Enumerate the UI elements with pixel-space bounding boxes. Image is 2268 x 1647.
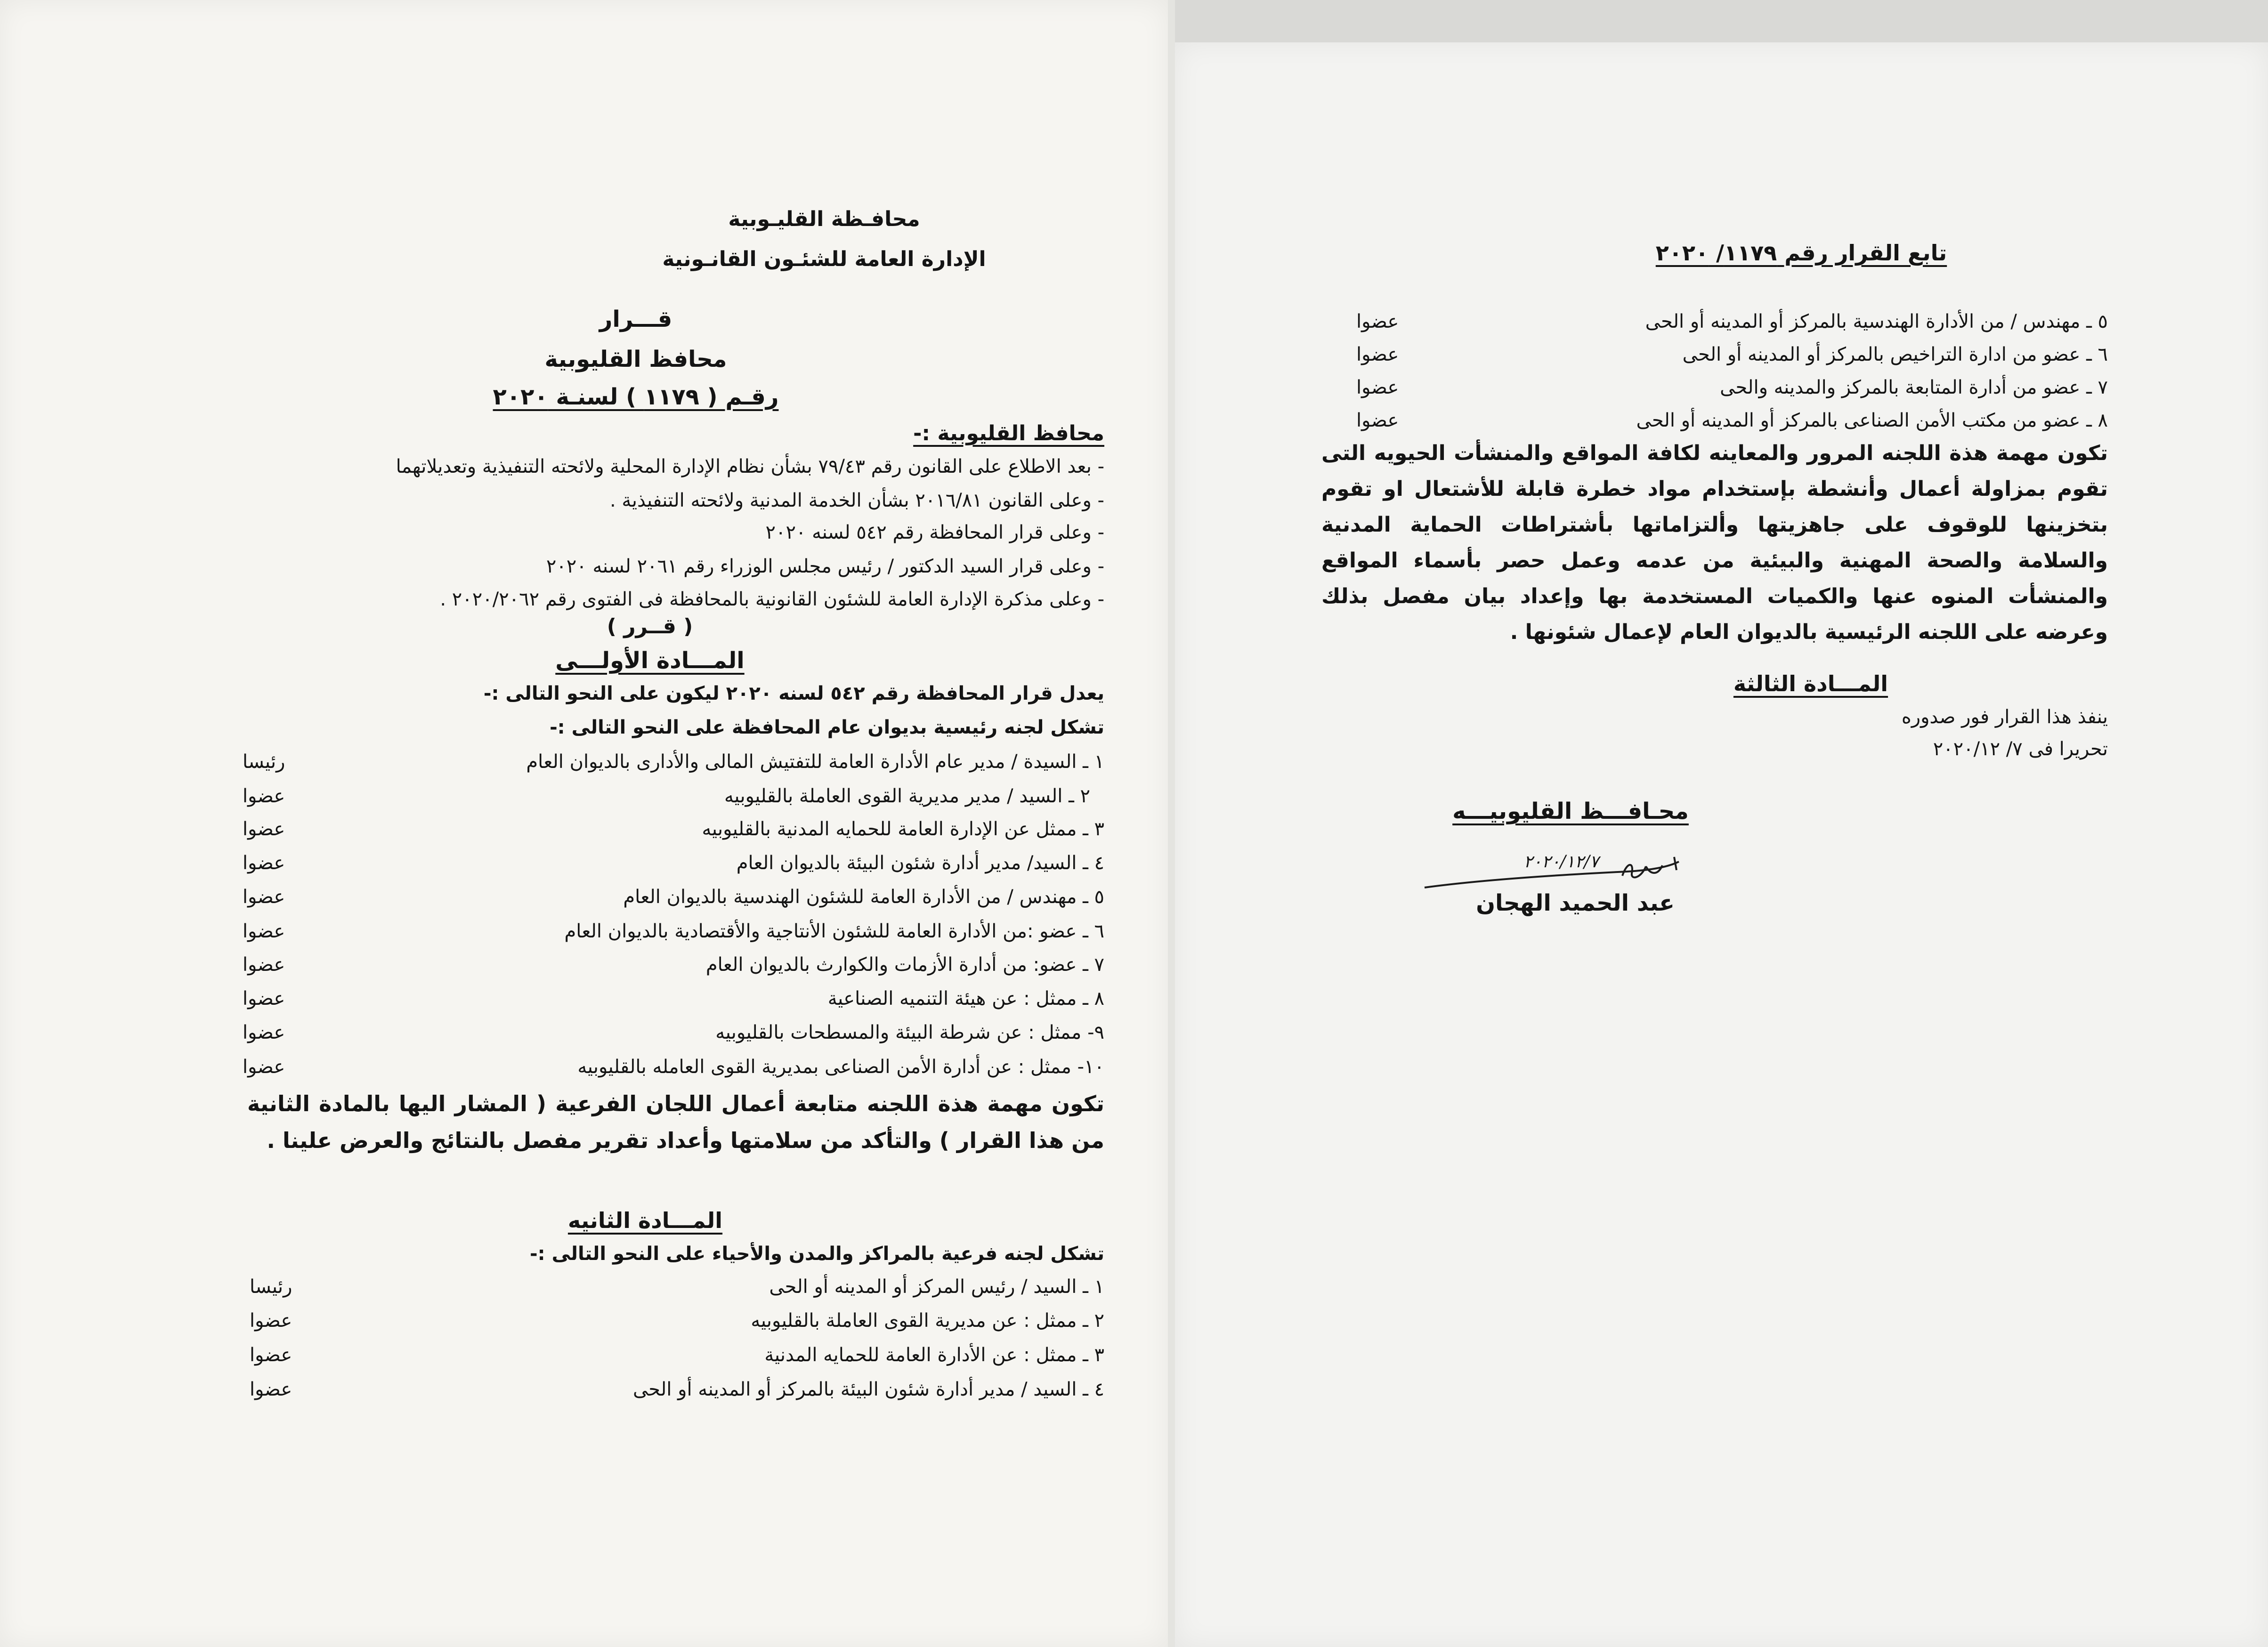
issue-date: تحريرا فى ٧/ ٢٠٢٠/١٢	[1933, 738, 2108, 760]
article-2-task: تكون مهمة هذة اللجنه المرور والمعاينه لكافة المواقع والمنشأت الحيويه التى تقوم بمزاولة أعمال وأنشطة بإستخدام مواد خطرة قابلة للأشتعال او تقوم بتخزينها للوقوف على جاهزيتها وألتزاماتها بأشتراطات الحماية المدنية والسلامة والصحة المهنية والبيئية من عدمه وعمل حصر بأسماء المواقع والمنشأت المنوه عنها والكميات المستخدمة بها وإعداد بيان مفصل بذلك وعرضه على اللجنه الرئيسية بالديوان العام لإعمال شئونها .	[1321, 441, 2108, 644]
member-role: عضوا	[243, 852, 285, 874]
member-role: عضوا	[250, 1379, 292, 1400]
article-1-intro: يعدل قرار المحافظة رقم ٥٤٢ لسنه ٢٠٢٠ ليكون على النحو التالى :-	[483, 683, 1104, 704]
article-1-task: تكون مهمة هذة اللجنه متابعة أعمال اللجان الفرعية ( المشار اليها بالمادة الثانية من هذا القرار ) والتأكد من سلامتها وأعداد تقرير مفصل بالنتائج والعرض علينا .	[247, 1091, 1104, 1153]
main-committee-member: ٤ ـ السيد/ مدير أدارة شئون البيئة بالديوان العام	[736, 852, 1104, 874]
main-committee-member: ٢ ـ السيد / مدير مديرية القوى العاملة بالقليوبيه	[724, 785, 1090, 807]
main-committee-member: ٩- ممثل : عن شرطة البيئة والمسطحات بالقليوبيه	[715, 1022, 1104, 1043]
sub-committee-member: ٧ ـ عضو من أدارة المتابعة بالمركز والمدينه والحى	[1720, 377, 2108, 398]
preamble-line: - بعد الاطلاع على القانون رقم ٧٩/٤٣ بشأن نظام الإدارة المحلية ولائحته التنفيذية وتعديلاتهما	[396, 456, 1104, 477]
member-role: عضوا	[243, 988, 285, 1009]
decision-number: رقـم ( ١١٧٩ ) لسنـة ٢٠٢٠	[493, 384, 779, 410]
article-1-intro: تشكل لجنه رئيسية بديوان عام المحافظة على النحو التالى :-	[550, 717, 1104, 738]
article-1-title: المـــادة الأولـــى	[555, 647, 745, 674]
member-role: عضوا	[243, 1022, 285, 1043]
decision-issuer: محافظ القليوبية	[544, 346, 727, 372]
document-page-right	[1175, 42, 2268, 1647]
preamble-title: محافظ القليوبية :-	[913, 421, 1104, 445]
page-gap	[1168, 0, 1175, 1647]
main-committee-member: ٣ ـ ممثل عن الإدارة العامة للحمايه المدنية بالقليوبيه	[702, 818, 1104, 840]
member-role: عضوا	[250, 1344, 292, 1366]
member-role: عضوا	[243, 886, 285, 908]
preamble-line: - وعلى قرار المحافظة رقم ٥٤٢ لسنه ٢٠٢٠	[765, 522, 1104, 543]
member-role: عضوا	[250, 1310, 292, 1332]
member-role: عضوا	[243, 920, 285, 942]
governorate-header: محافـظة القليـوبية	[728, 207, 920, 231]
enforcement-statement: ينفذ هذا القرار فور صدوره	[1901, 706, 2108, 728]
decided-label: ( قــرر )	[607, 614, 693, 638]
main-committee-member: ١٠- ممثل : عن أدارة الأمن الصناعى بمديرية القوى العامله بالقليوبيه	[577, 1056, 1104, 1078]
sub-committee-member: ٢ ـ ممثل : عن مديرية القوى العاملة بالقليوبيه	[751, 1310, 1104, 1332]
signature-handwritten-date: ٢٠٢٠/١٢/٧	[1523, 852, 1599, 872]
preamble-line: - وعلى قرار السيد الدكتور / رئيس مجلس الوزراء رقم ٢٠٦١ لسنه ٢٠٢٠	[546, 556, 1104, 577]
member-role: عضوا	[1356, 311, 1399, 332]
preamble-line: - وعلى القانون ٢٠١٦/٨١ بشأن الخدمة المدنية ولائحته التنفيذية .	[610, 490, 1104, 511]
member-role: رئيسا	[250, 1276, 292, 1298]
member-role: عضوا	[243, 954, 285, 976]
sub-committee-member: ٣ ـ ممثل : عن الأدارة العامة للحمايه المدنية	[764, 1344, 1104, 1366]
article-3-title: المـــادة الثالثة	[1733, 671, 1888, 696]
member-role: عضوا	[1356, 377, 1399, 398]
article-2-intro: تشكل لجنه فرعية بالمراكز والمدن والأحياء على النحو التالى :-	[530, 1243, 1104, 1265]
member-role: عضوا	[243, 785, 285, 807]
member-role: عضوا	[243, 818, 285, 840]
preamble-line: - وعلى مذكرة الإدارة العامة للشئون القانونية بالمحافظة فى الفتوى رقم ٢٠٢٠/٢٠٦٢ .	[440, 589, 1104, 610]
member-role: عضوا	[243, 1056, 285, 1078]
continuation-title: تابع القرار رقم ١١٧٩/ ٢٠٢٠	[1655, 240, 1947, 266]
decision-word: قـــرار	[599, 306, 672, 332]
sub-committee-member: ٤ ـ السيد / مدير أدارة شئون البيئة بالمركز أو المدينه أو الحى	[632, 1379, 1104, 1400]
main-committee-member: ٧ ـ عضو: من أدارة الأزمات والكوارث بالديوان العام	[705, 954, 1104, 976]
department-header: الإدارة العامة للشئـون القانـونية	[662, 247, 986, 271]
sub-committee-member: ١ ـ السيد / رئيس المركز أو المدينه أو الحى	[769, 1276, 1104, 1298]
sub-committee-member: ٨ ـ عضو من مكتب الأمن الصناعى بالمركز أو المدينه أو الحى	[1636, 410, 2108, 431]
main-committee-member: ٦ ـ عضو :من الأدارة العامة للشئون الأنتاجية والأقتصادية بالديوان العام	[564, 920, 1104, 942]
member-role: رئيسا	[243, 751, 285, 773]
signatory-title: محـافـــظ القليوبيـــه	[1452, 798, 1689, 824]
signatory-name: عبد الحميد الهجان	[1476, 890, 1675, 916]
article-2-title: المـــادة الثانيه	[567, 1208, 723, 1233]
main-committee-member: ٨ ـ ممثل : عن هيئة التنميه الصناعية	[827, 988, 1104, 1009]
sub-committee-member: ٥ ـ مهندس / من الأدارة الهندسية بالمركز أو المدينه أو الحى	[1645, 311, 2108, 332]
main-committee-member: ١ ـ السيدة / مدير عام الأدارة العامة للتفتيش المالى والأدارى بالديوان العام	[526, 751, 1104, 773]
sub-committee-member: ٦ ـ عضو من ادارة التراخيص بالمركز أو المدينه أو الحى	[1682, 344, 2108, 365]
member-role: عضوا	[1356, 344, 1399, 365]
member-role: عضوا	[1356, 410, 1399, 431]
main-committee-member: ٥ ـ مهندس / من الأدارة العامة للشئون الهندسية بالديوان العام	[623, 886, 1104, 908]
